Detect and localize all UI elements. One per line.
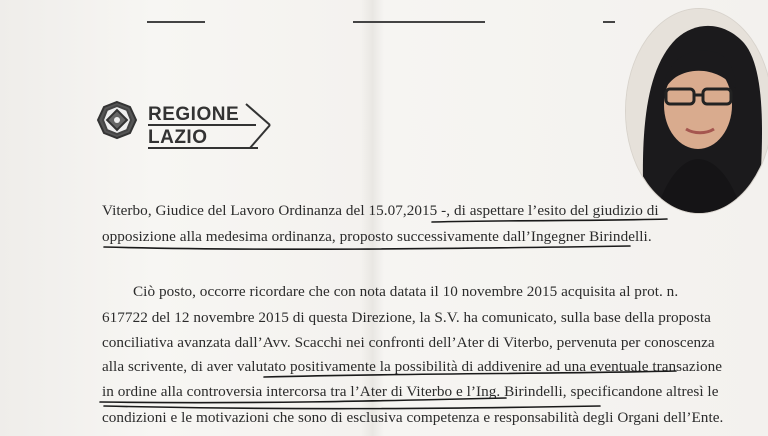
body-text-line: alla scrivente, di aver valutato positivamente la possibilità di addivenire ad una eventuale transazione [102, 358, 723, 375]
portrait-image [626, 9, 768, 213]
underline-stroke [432, 219, 667, 222]
logo-line-regione: REGIONE [148, 104, 240, 125]
underline-stroke [104, 246, 630, 249]
portrait-photo [625, 8, 768, 214]
body-text-line: Viterbo, Giudice del Lavoro Ordinanza del 15.07,2015 -, di aspettare l’esito del giudizio di [102, 202, 659, 219]
body-text-line: Ciò posto, occorre ricordare che con nota datata il 10 novembre 2015 acquisita al prot. n. [133, 283, 679, 300]
body-text-line: in ordine alla controversia intercorsa tra l’Ater di Viterbo e l’Ing. Birindelli, specificandone altresì le [102, 383, 719, 400]
underline-stroke [104, 406, 600, 409]
body-text-line: 617722 del 12 novembre 2015 di questa Direzione, la S.V. ha comunicato, sulla base della proposta [102, 309, 711, 326]
body-text-line: condizioni e le motivazioni che sono di esclusiva competenza e responsabilità degli Organi dell’Ente. [102, 409, 724, 426]
underline-stroke [100, 398, 506, 403]
body-text-line: opposizione alla medesima ordinanza, proposto successivamente dall’Ingegner Birindelli. [102, 228, 652, 245]
body-text-line: conciliativa avanzata dall’Avv. Scacchi nei confronti dell’Ater di Viterbo, pervenuta per conoscenza [102, 334, 715, 351]
underline-stroke [264, 371, 676, 377]
logo-line-lazio: LAZIO [148, 127, 208, 148]
